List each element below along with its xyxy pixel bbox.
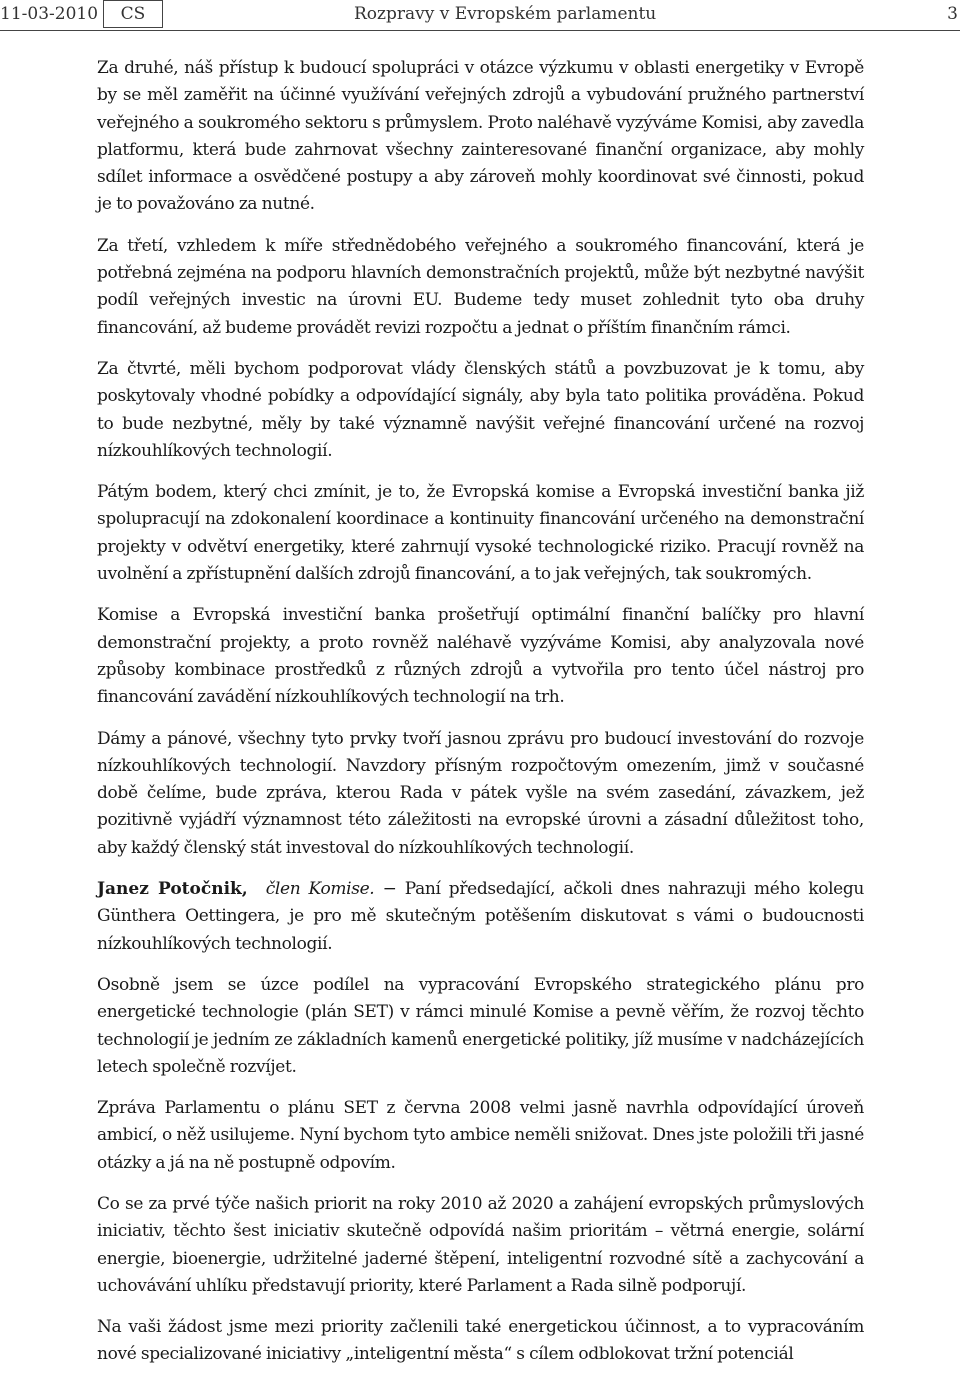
paragraph: Zpráva Parlamentu o plánu SET z června 2008 velmi jasně navrhla odpovídající úroveň ambicí, o něž usilujeme. Nyní bychom tyto ambice neměli snižovat. Dnes jste položili tři jasné otázky a já na ně postupně odpovím. <box>97 1098 864 1173</box>
paragraph: Co se za prvé týče našich priorit na roky 2010 až 2020 a zahájení evropských průmyslových iniciativ, těchto šest iniciativ skutečně odpovídá našim prioritám – větrná energie, solární energie, bioenergie, udržitelné jaderné štěpení, inteligentní rozvodné sítě a zachycování a uchovávání uhlíku představují priority, které Parlament a Rada silně podporují. <box>97 1193 864 1296</box>
paragraph: Komise a Evropská investiční banka prošetřují optimální finanční balíčky pro hlavní demonstrační projekty, a proto rovněž naléhavě vyzýváme Komisi, aby analyzovala nové způsoby kombinace prostředků z různých zdrojů a vytvořila pro tento účel nástroj pro financování zavádění nízkouhlíkových technologií na trh. <box>97 605 864 708</box>
speaker-paragraph <box>97 876 864 958</box>
paragraph: Na vaši žádost jsme mezi priority začlenili také energetickou účinnost, a to vypracováním nové specializované iniciativy „inteligentní města“ s cílem odblokovat tržní potenciál <box>97 1317 864 1365</box>
paragraph: Dámy a pánové, všechny tyto prvky tvoří jasnou zprávu pro budoucí investování do rozvoje nízkouhlíkových technologií. Navzdory přísným rozpočtovým omezením, jimž v současné době čelíme, bude zpráva, kterou Rada v pátek vyšle na svém zasedání, závazkem, jež pozitivně vyjádří významnost této záležitosti na evropské úrovni a zásadní důležitost toho, aby každý členský stát investoval do nízkouhlíkových technologií. <box>97 728 864 858</box>
page-number: 3 <box>947 4 958 24</box>
publication-title: Rozpravy v Evropském parlamentu <box>354 4 657 24</box>
paragraph: Za druhé, náš přístup k budoucí spolupráci v otázce výzkumu v oblasti energetiky v Evropě by se měl zaměřit na účinné využívání veřejných zdrojů a vybudování pružného partnerství veřejného a soukromého sektoru s průmyslem. Proto naléhavě vyzýváme Komisi, aby zavedla platformu, která bude zahrnovat všechny zainteresované finanční organizace, aby mohly sdílet informace a osvědčené postupy a aby zároveň mohly koordinovat své činnosti, pokud je to považováno za nutné. <box>97 58 864 215</box>
paragraph: Za čtvrté, měli bychom podporovat vlády členských států a povzbuzovat je k tomu, aby poskytovaly vhodné pobídky a odpovídající signály, aby byla tato politika prováděna. Pokud to bude nezbytné, měly by také významně navýšit veřejné financování určené na rozvoj nízkouhlíkových technologií. <box>97 358 864 461</box>
speaker-role: člen Komise. <box>265 879 375 900</box>
page-header <box>0 0 960 31</box>
paragraph: Za třetí, vzhledem k míře střednědobého veřejného a soukromého financování, která je potřebná zejména na podporu hlavních demonstračních projektů, může být nezbytné navýšit podíl veřejných investic na úrovni EU. Budeme tedy muset zohlednit tyto oba druhy financování, až budeme provádět revizi rozpočtu a jednat o příštím finančním rámci. <box>97 235 864 338</box>
paragraph: Pátým bodem, který chci zmínit, je to, že Evropská komise a Evropská investiční banka již spolupracují na zdokonalení koordinace a kontinuity financování určeného na demonstrační projekty v odvětví energetiky, které zahrnují vysoké technologické riziko. Pracují rovněž na uvolnění a zpřístupnění dalších zdrojů financování, a to jak veřejných, tak soukromých. <box>97 482 864 585</box>
language-badge: CS <box>103 0 163 28</box>
document-body <box>97 55 864 1383</box>
speaker-text: − Paní předsedající, ačkoli dnes nahrazuji mého kolegu Günthera Oettingera, je pro mě skutečným potěšením diskutovat s vámi o budoucnosti nízkouhlíkových technologií. <box>97 879 865 954</box>
paragraph: Osobně jsem se úzce podílel na vypracování Evropského strategického plánu pro energetické technologie (plán SET) v rámci minulé Komise a pevně věřím, že rozvoj těchto technologií je jedním ze základních kamenů energetické politiky, jíž musíme v nadcházejících letech společně rozvíjet. <box>97 974 864 1077</box>
speaker-name: Janez Potočnik, <box>97 879 248 900</box>
header-date: 11-03-2010 <box>0 4 99 24</box>
